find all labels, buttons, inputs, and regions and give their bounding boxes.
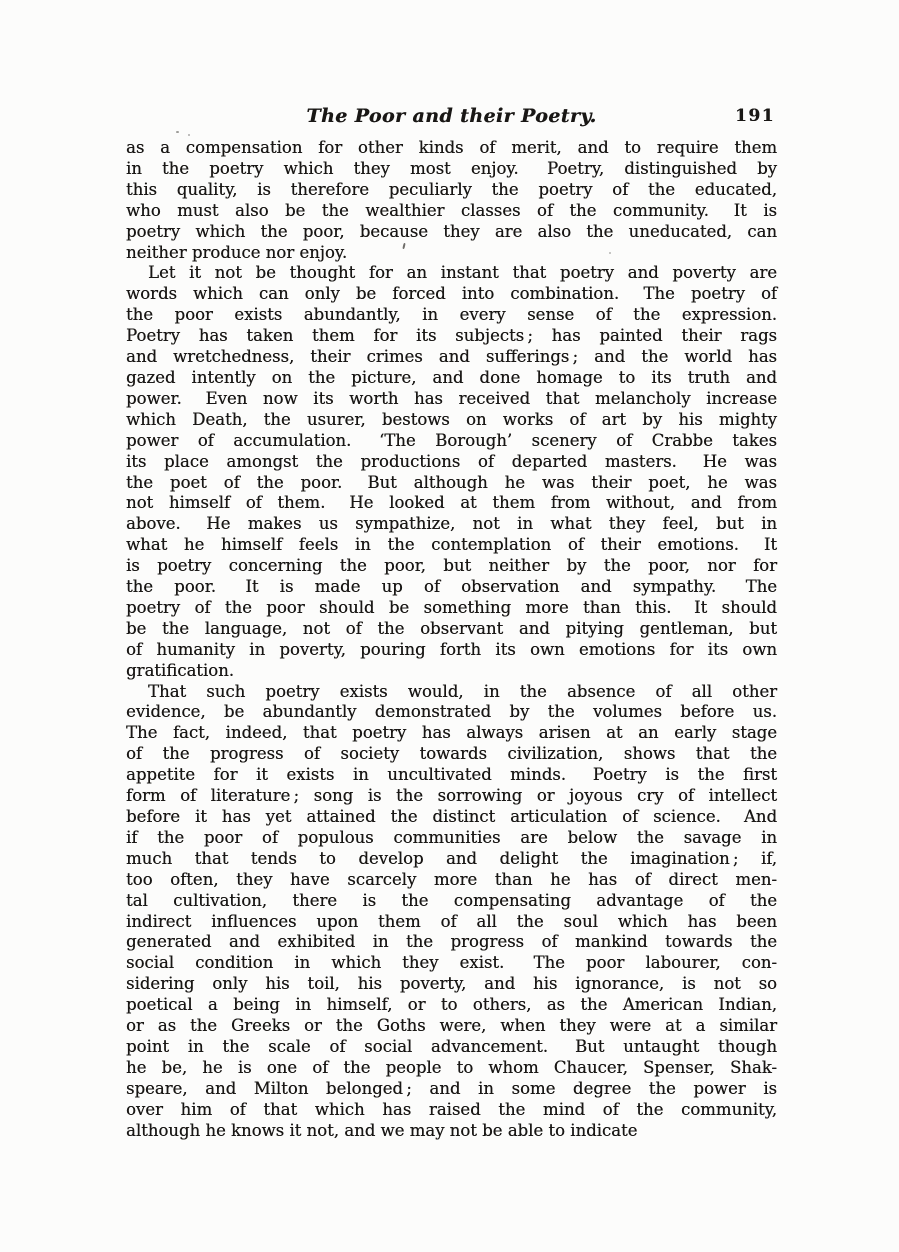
text-line: generated and exhibited in the progress of mankind towards the bbox=[126, 932, 777, 952]
paragraph bbox=[126, 263, 777, 681]
text-line: form of literature ; song is the sorrowing or joyous cry of intellect bbox=[126, 786, 777, 806]
text-line: is poetry concerning the poor, but neither by the poor, nor for bbox=[126, 556, 777, 576]
text-line: who must also be the wealthier classes of the community. It is bbox=[126, 200, 777, 220]
scan-speck bbox=[609, 252, 611, 254]
text-line: over him of that which has raised the mind of the community, bbox=[126, 1099, 777, 1119]
text-line: the poet of the poor. But although he was their poet, he was bbox=[126, 472, 777, 492]
text-line: speare, and Milton belonged ; and in some degree the power is bbox=[126, 1078, 777, 1098]
scan-speck bbox=[188, 134, 190, 136]
text-line: although he knows it not, and we may not be able to indicate bbox=[126, 1120, 638, 1140]
text-line: power. Even now its worth has received that melancholy increase bbox=[126, 388, 777, 408]
text-line: what he himself feels in the contemplation of their emotions. It bbox=[126, 535, 777, 555]
text-line: social condition in which they exist. The poor labourer, con- bbox=[126, 953, 777, 973]
text-line: poetry which the poor, because they are also the uneducated, can bbox=[126, 221, 777, 241]
text-line: which Death, the usurer, bestows on works of art by his mighty bbox=[126, 409, 777, 429]
text-line: if the poor of populous communities are below the savage in bbox=[126, 827, 777, 847]
text-line: in the poetry which they most enjoy. Poetry, distinguished by bbox=[126, 158, 777, 178]
page-body bbox=[126, 138, 777, 1142]
text-line: indirect influences upon them of all the soul which has been bbox=[126, 911, 777, 931]
text-line: neither produce nor enjoy. bbox=[126, 242, 348, 262]
text-line: Let it not be thought for an instant that poetry and poverty are bbox=[148, 263, 777, 283]
scan-speck bbox=[176, 131, 179, 133]
text-line: poetry of the poor should be something more than this. It should bbox=[126, 597, 777, 617]
text-line: The fact, indeed, that poetry has always arisen at an early stage bbox=[126, 723, 777, 743]
page-number: 191 bbox=[735, 106, 775, 126]
paragraph bbox=[126, 682, 777, 1142]
text-line: before it has yet attained the distinct articulation of science. And bbox=[126, 807, 777, 826]
text-line: be the language, not of the observant and pitying gentleman, but bbox=[126, 618, 777, 638]
text-line: much that tends to develop and delight the imagination ; if, bbox=[126, 848, 777, 868]
text-line: the poor exists abundantly, in every sense of the expression. bbox=[126, 305, 777, 325]
text-line: too often, they have scarcely more than he has of direct men- bbox=[126, 869, 777, 889]
text-line: evidence, be abundantly demonstrated by the volumes before us. bbox=[126, 702, 777, 722]
text-line: this quality, is therefore peculiarly the poetry of the educated, bbox=[126, 179, 777, 199]
text-line: he be, he is one of the people to whom Chaucer, Spenser, Shak- bbox=[126, 1057, 777, 1077]
text-line: poetical a being in himself, or to others, as the American Indian, bbox=[126, 995, 777, 1015]
text-line: as a compensation for other kinds of merit, and to require them bbox=[126, 138, 777, 157]
text-line: power of accumulation. ‘The Borough’ scenery of Crabbe takes bbox=[126, 430, 777, 450]
text-line: its place amongst the productions of departed masters. He was bbox=[126, 451, 777, 471]
text-line: of the progress of society towards civilization, shows that the bbox=[126, 744, 777, 764]
text-line: of humanity in poverty, pouring forth its own emotions for its own bbox=[126, 639, 777, 659]
text-line: words which can only be forced into combination. The poetry of bbox=[126, 284, 777, 304]
text-line: appetite for it exists in uncultivated minds. Poetry is the first bbox=[126, 765, 777, 785]
text-line: gazed intently on the picture, and done homage to its truth and bbox=[126, 367, 777, 387]
text-line: That such poetry exists would, in the absence of all other bbox=[148, 681, 777, 701]
text-line: Poetry has taken them for its subjects ; has painted their rags bbox=[126, 326, 777, 346]
text-line: and wretchedness, their crimes and sufferings ; and the world has bbox=[126, 347, 777, 367]
text-line: not himself of them. He looked at them from without, and from bbox=[126, 493, 777, 513]
running-title: The Poor and their Poetry. bbox=[306, 105, 597, 127]
text-line: above. He makes us sympathize, not in what they feel, but in bbox=[126, 514, 777, 534]
text-line: the poor. It is made up of observation and sympathy. The bbox=[126, 577, 777, 597]
text-line: tal cultivation, there is the compensating advantage of the bbox=[126, 890, 777, 910]
text-line: or as the Greeks or the Goths were, when they were at a similar bbox=[126, 1016, 777, 1036]
text-line: point in the scale of social advancement. But untaught though bbox=[126, 1036, 777, 1056]
text-line: sidering only his toil, his poverty, and his ignorance, is not so bbox=[126, 974, 777, 994]
running-header bbox=[126, 104, 777, 130]
text-line: gratification. bbox=[126, 660, 234, 680]
paragraph bbox=[126, 138, 777, 263]
